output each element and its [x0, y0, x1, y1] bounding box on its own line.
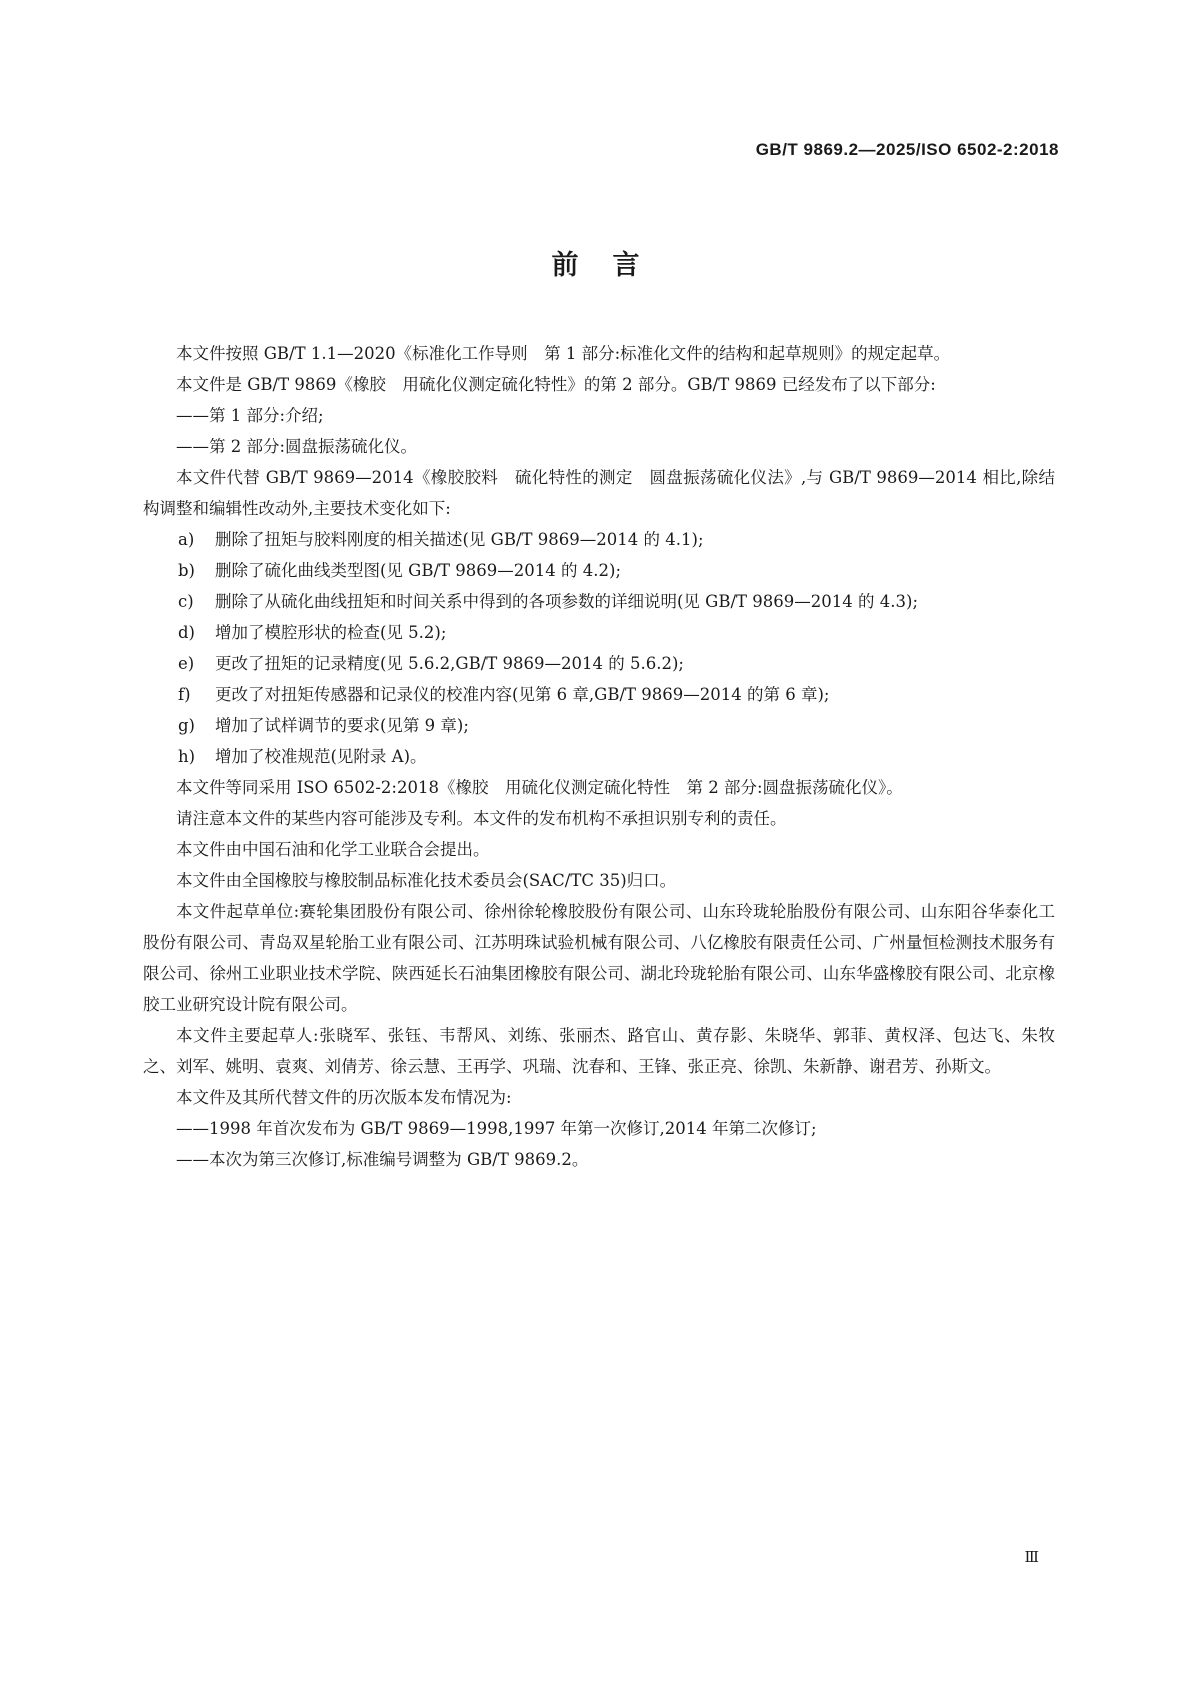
standard-number: GB/T 9869.2—2025/ISO 6502-2:2018	[755, 140, 1059, 159]
list-item-change	[143, 586, 1055, 617]
paragraph-committee: 本文件由全国橡胶与橡胶制品标准化技术委员会(SAC/TC 35)归口。	[176, 871, 677, 890]
paragraph-patent-notice: 请注意本文件的某些内容可能涉及专利。本文件的发布机构不承担识别专利的责任。	[176, 809, 787, 828]
list-item-text: 删除了硫化曲线类型图(见 GB/T 9869—2014 的 4.2);	[215, 561, 622, 580]
list-item-part: ——第 1 部分:介绍;	[176, 406, 324, 425]
paragraph-replacement: 本文件代替 GB/T 9869—2014《橡胶胶料 硫化特性的测定 圆盘振荡硫化仪法》,与 GB/T 9869—2014 相比,除结构调整和编辑性改动外,主要技术变化如下:	[143, 468, 1055, 518]
page-number: Ⅲ	[1024, 1548, 1039, 1566]
list-item-change	[143, 741, 1055, 772]
list-item-part: ——第 2 部分:圆盘振荡硫化仪。	[176, 437, 418, 456]
list-marker: b)	[178, 561, 195, 580]
list-item-text: 增加了校准规范(见附录 A)。	[215, 747, 427, 766]
paragraph-drafting-units: 本文件起草单位:赛轮集团股份有限公司、徐州徐轮橡胶股份有限公司、山东玲珑轮胎股份有限公司、山东阳谷华泰化工股份有限公司、青岛双星轮胎工业有限公司、江苏明珠试验机械有限公司、八亿橡胶有限责任公司、广州量恒检测技术服务有限公司、徐州工业职业技术学院、陕西延长石油集团橡胶有限公司、湖北玲珑轮胎有限公司、山东华盛橡胶有限公司、北京橡胶工业研究设计院有限公司。	[143, 902, 1055, 1014]
list-item-text: 删除了从硫化曲线扭矩和时间关系中得到的各项参数的详细说明(见 GB/T 9869—2014 的 4.3);	[215, 592, 919, 611]
list-marker: f)	[178, 685, 191, 704]
list-marker: g)	[178, 716, 195, 735]
list-item-text: 增加了试样调节的要求(见第 9 章);	[215, 716, 469, 735]
list-item-change	[143, 679, 1055, 710]
paragraph-drafting-rules: 本文件按照 GB/T 1.1—2020《标准化工作导则 第 1 部分:标准化文件的结构和起草规则》的规定起草。	[176, 344, 951, 363]
list-item-text: 删除了扭矩与胶料刚度的相关描述(见 GB/T 9869—2014 的 4.1);	[215, 530, 704, 549]
list-marker: e)	[178, 654, 195, 673]
list-marker: c)	[178, 592, 194, 611]
paragraph-history-intro: 本文件及其所代替文件的历次版本发布情况为:	[176, 1088, 512, 1107]
list-item-history: ——1998 年首次发布为 GB/T 9869—1998,1997 年第一次修订,2014 年第二次修订;	[176, 1119, 817, 1138]
list-item-history: ——本次为第三次修订,标准编号调整为 GB/T 9869.2。	[176, 1150, 589, 1169]
list-item-change	[143, 617, 1055, 648]
list-item-change	[143, 555, 1055, 586]
list-marker: h)	[178, 747, 196, 766]
page-title: 前言	[551, 250, 674, 281]
list-item-change	[143, 524, 1055, 555]
list-item-text: 更改了对扭矩传感器和记录仪的校准内容(见第 6 章,GB/T 9869—2014 的第 6 章);	[215, 685, 830, 704]
paragraph-drafters: 本文件主要起草人:张晓军、张钰、韦帮风、刘练、张丽杰、路官山、黄存影、朱晓华、郭菲、黄权泽、包达飞、朱牧之、刘军、姚明、袁爽、刘倩芳、徐云慧、王再学、巩瑞、沈春和、王锋、张正亮、徐凯、朱新静、谢君芳、孙斯文。	[143, 1026, 1055, 1076]
paragraph-series-info: 本文件是 GB/T 9869《橡胶 用硫化仪测定硫化特性》的第 2 部分。GB/T 9869 已经发布了以下部分:	[176, 375, 936, 394]
list-item-text: 更改了扭矩的记录精度(见 5.6.2,GB/T 9869—2014 的 5.6.2);	[215, 654, 684, 673]
list-item-change	[143, 710, 1055, 741]
list-marker: d)	[178, 623, 195, 642]
paragraph-proposer: 本文件由中国石油和化学工业联合会提出。	[176, 840, 490, 859]
list-item-text: 增加了模腔形状的检查(见 5.2);	[215, 623, 447, 642]
list-marker: a)	[178, 530, 195, 549]
paragraph-adoption: 本文件等同采用 ISO 6502-2:2018《橡胶 用硫化仪测定硫化特性 第 2 部分:圆盘振荡硫化仪》。	[176, 778, 903, 797]
foreword-body	[143, 338, 1055, 1175]
list-item-change	[143, 648, 1055, 679]
